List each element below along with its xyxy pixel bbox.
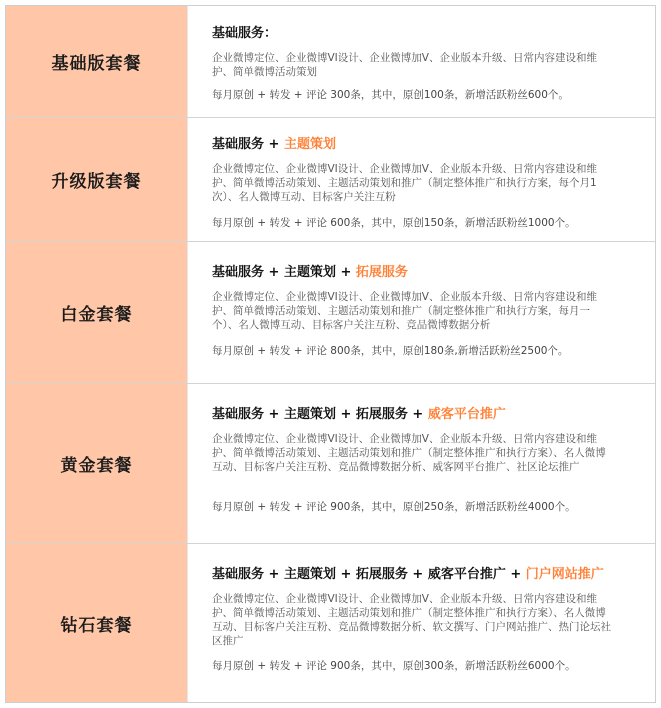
package-detail-cell: [187, 544, 655, 702]
package-name-cell: [6, 118, 187, 241]
package-name-cell: [6, 384, 187, 543]
package-services-heading: 基础服务 + 主题策划 + 拓展服务: [212, 265, 408, 280]
package-description: 企业微博定位、企业微博VI设计、企业微博加V、企业版本升级、日常内容建设和维护、简单微博活动策划、主题活动策划和推广（制定整体推广和执行方案，每个月1次）、名人微博互动、目标客户关注互粉: [212, 163, 597, 203]
package-services-heading: 基础服务 + 主题策划 + 拓展服务 + 威客平台推广: [212, 407, 506, 422]
package-row-diamond: [6, 544, 655, 702]
package-stats: 每月原创 + 转发 + 评论 300条，其中，原创100条，新增活跃粉丝600个。: [212, 89, 569, 101]
package-stats: 每月原创 + 转发 + 评论 900条，其中，原创250条，新增活跃粉丝4000个。: [212, 501, 576, 513]
package-row-upgrade: [6, 118, 655, 242]
package-name-cell: [6, 6, 187, 117]
package-stats: 每月原创 + 转发 + 评论 900条，其中，原创300条，新增活跃粉丝6000个。: [212, 660, 576, 672]
package-services-heading: 基础服务 + 主题策划 + 拓展服务 + 威客平台推广 + 门户网站推广: [212, 567, 604, 582]
package-description: 企业微博定位、企业微博VI设计、企业微博加V、企业版本升级、日常内容建设和维护、简单微博活动策划: [212, 52, 597, 78]
package-services-heading: 基础服务 + 主题策划: [212, 137, 336, 152]
package-services-heading: 基础服务：: [212, 26, 278, 41]
package-name-cell: [6, 544, 187, 702]
package-name: 黄金套餐: [60, 456, 133, 476]
package-detail-cell: [187, 384, 655, 543]
package-stats: 每月原创 + 转发 + 评论 600条，其中，原创150条，新增活跃粉丝1000个。: [212, 217, 576, 229]
package-table: [5, 5, 656, 703]
package-detail-cell: [187, 6, 655, 117]
package-description: 企业微博定位、企业微博VI设计、企业微博加V、企业版本升级、日常内容建设和维护、简单微博活动策划、主题活动策划和推广（制定整体推广和执行方案）、名人微博互动、目标客户关注互粉、竞品微博数据分析、软文撰写、门户网站推广、热门论坛社区推广: [212, 593, 611, 647]
package-name-cell: [6, 242, 187, 383]
package-name: 基础版套餐: [51, 54, 142, 74]
package-name: 白金套餐: [60, 305, 133, 325]
package-stats: 每月原创 + 转发 + 评论 800条，其中，原创180条,新增活跃粉丝2500个。: [212, 345, 569, 357]
package-detail-cell: [187, 118, 655, 241]
package-name: 钻石套餐: [60, 615, 133, 636]
package-row-platinum: [6, 242, 655, 384]
package-name: 升级版套餐: [51, 172, 142, 192]
package-description: 企业微博定位、企业微博VI设计、企业微博加V、企业版本升级、日常内容建设和维护、简单微博活动策划、主题活动策划和推广（制定整体推广和执行方案，每月一个）、名人微博互动、目标客户关注互粉、竞品微博数据分析: [212, 291, 597, 331]
package-description: 企业微博定位、企业微博VI设计、企业微博加V、企业版本升级、日常内容建设和维护、简单微博活动策划、主题活动策划和推广（制定整体推广和执行方案）、名人微博互动、目标客户关注互粉、竞品微博数据分析、威客网平台推广、社区论坛推广: [212, 433, 606, 473]
package-detail-cell: [187, 242, 655, 383]
package-row-gold: [6, 384, 655, 544]
package-row-basic: [6, 6, 655, 118]
